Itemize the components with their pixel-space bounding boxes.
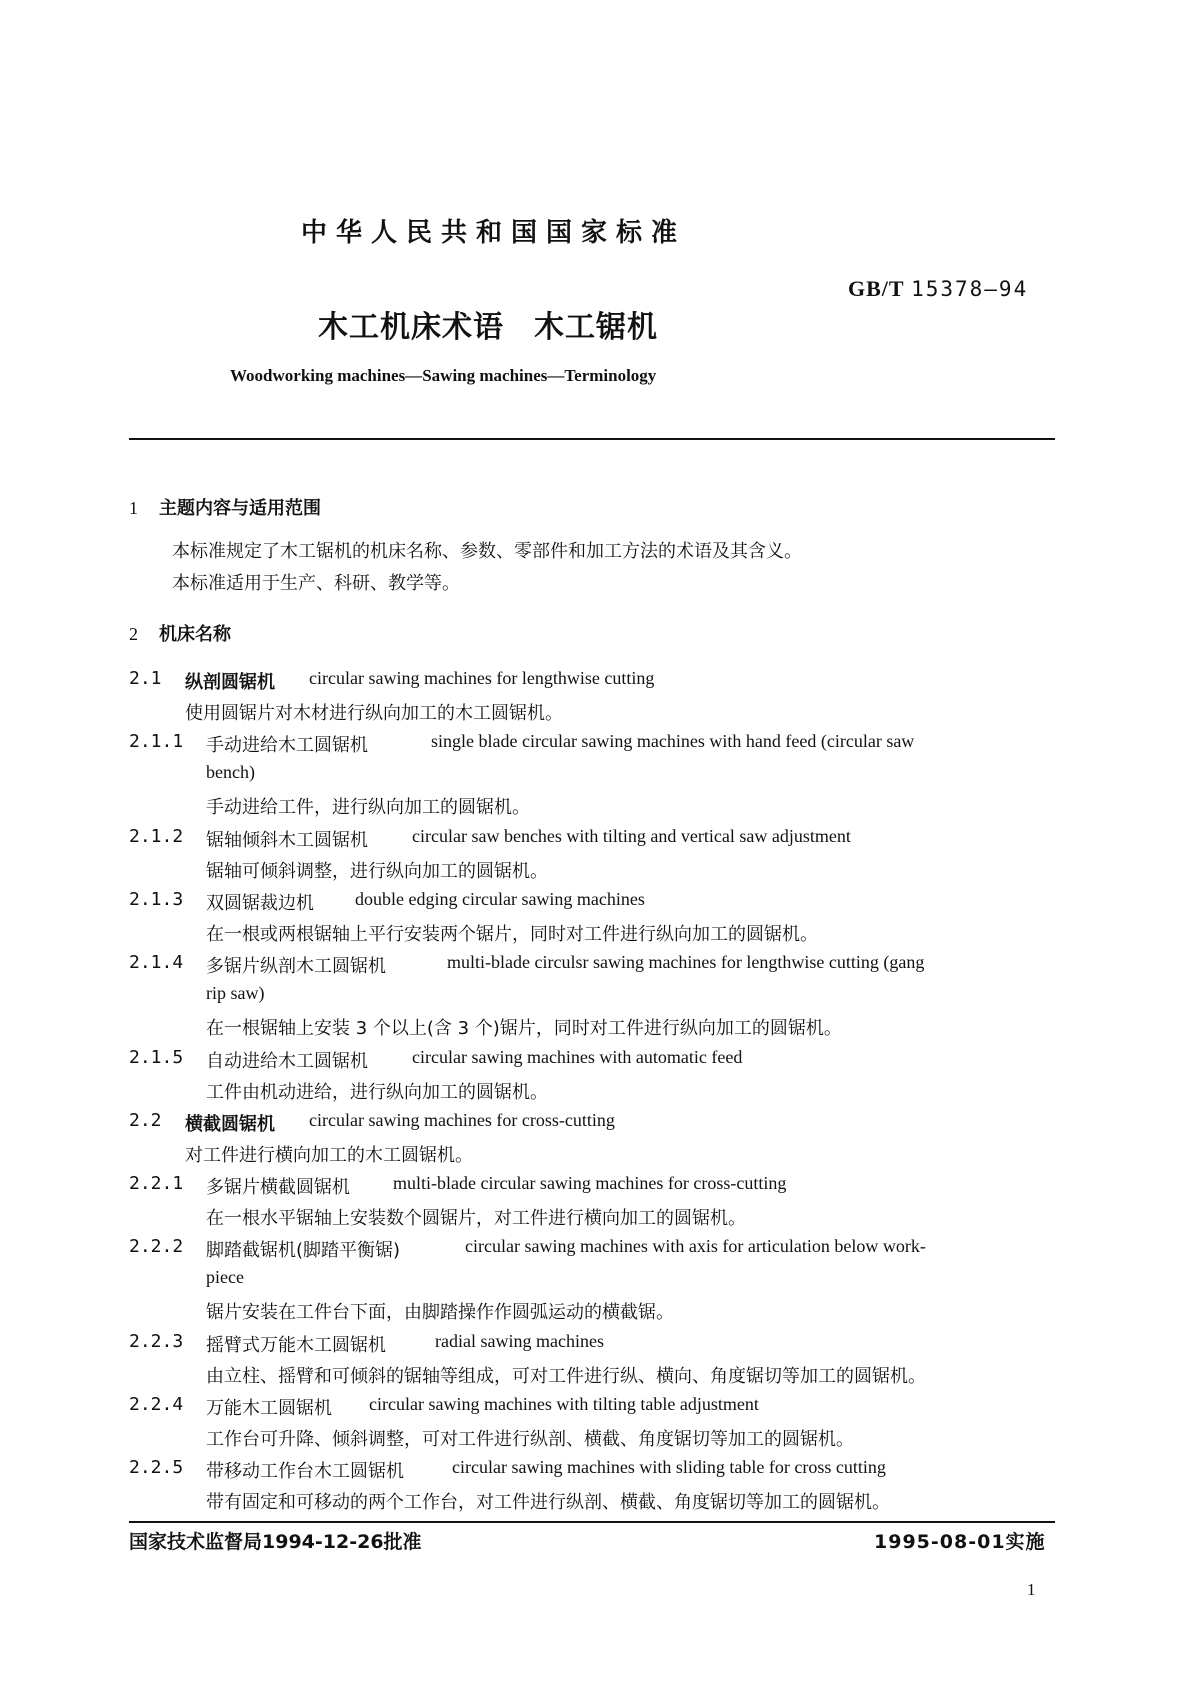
term-number: 2.2.4 [129,1394,184,1415]
section-title: 机床名称 [159,624,231,645]
term-name-en-continued: rip saw) [206,983,265,1003]
term-name-en: multi-blade circulsr sawing machines for lengthwise cutting (gang [447,952,925,972]
document-title-zh-part1: 木工机床术语 [318,310,504,345]
standard-code [848,276,1028,302]
top-divider [129,438,1055,440]
term-name-zh: 摇臂式万能木工圆锯机 [206,1335,386,1356]
term-definition: 锯片安装在工件台下面，由脚踏操作作圆弧运动的横截锯。 [206,1302,674,1323]
term-definition: 在一根锯轴上安装 3 个以上(含 3 个)锯片，同时对工件进行纵向加工的圆锯机。 [206,1018,842,1039]
term-name-zh: 脚踏截锯机(脚踏平衡锯) [206,1240,401,1261]
term-number: 2.1.3 [129,889,184,910]
term-definition: 对工件进行横向加工的木工圆锯机。 [185,1145,473,1166]
implementation-date: 1995-08-01实施 [874,1531,1046,1553]
term-name-en: double edging circular sawing machines [355,889,645,909]
section-title: 主题内容与适用范围 [159,498,321,519]
term-definition: 由立柱、摇臂和可倾斜的锯轴等组成，可对工件进行纵、横向、角度锯切等加工的圆锯机。 [206,1366,926,1387]
term-number: 2.1 [129,668,162,689]
term-name-zh: 万能木工圆锯机 [206,1398,332,1419]
term-name-en: circular sawing machines for lengthwise cutting [309,668,655,688]
document-title-en: Woodworking machines—Sawing machines—Terminology [230,366,657,385]
term-name-en: circular saw benches with tilting and vertical saw adjustment [412,826,851,846]
section-heading-2 [129,620,231,646]
term-name-en: circular sawing machines with tilting table adjustment [369,1394,759,1414]
term-definition: 手动进给工件，进行纵向加工的圆锯机。 [206,797,530,818]
term-definition: 锯轴可倾斜调整，进行纵向加工的圆锯机。 [206,861,548,882]
term-name-en-continued: piece [206,1267,244,1287]
term-definition: 工件由机动进给，进行纵向加工的圆锯机。 [206,1082,548,1103]
term-name-zh: 双圆锯裁边机 [206,893,314,914]
term-name-zh: 多锯片纵剖木工圆锯机 [206,956,386,977]
term-name-en-continued: bench) [206,762,255,782]
document-title-zh [318,302,658,346]
standard-code-number: 15378—94 [911,277,1029,301]
national-standard-title: 中华人民共和国国家标准 [301,218,687,248]
term-name-en: circular sawing machines with sliding table for cross cutting [452,1457,886,1477]
section1-paragraph: 本标准规定了木工锯机的机床名称、参数、零部件和加工方法的术语及其含义。 [172,541,802,562]
term-name-zh: 带移动工作台木工圆锯机 [206,1461,404,1482]
term-definition: 在一根水平锯轴上安装数个圆锯片，对工件进行横向加工的圆锯机。 [206,1208,746,1229]
term-name-en: radial sawing machines [435,1331,604,1351]
term-name-zh: 横截圆锯机 [185,1114,275,1135]
term-name-zh: 纵剖圆锯机 [185,672,275,693]
term-number: 2.2 [129,1110,162,1131]
term-definition: 使用圆锯片对木材进行纵向加工的木工圆锯机。 [185,703,563,724]
term-name-en: circular sawing machines for cross-cutting [309,1110,615,1130]
term-name-en: circular sawing machines with automatic feed [412,1047,743,1067]
term-definition: 工作台可升降、倾斜调整，可对工件进行纵剖、横截、角度锯切等加工的圆锯机。 [206,1429,854,1450]
term-definition: 在一根或两根锯轴上平行安装两个锯片，同时对工件进行纵向加工的圆锯机。 [206,924,818,945]
section-number: 1 [129,498,138,518]
page-number: 1 [1027,1580,1036,1599]
term-number: 2.2.3 [129,1331,184,1352]
term-number: 2.2.1 [129,1173,184,1194]
term-name-en: multi-blade circular sawing machines for cross-cutting [393,1173,787,1193]
document-title-zh-part2: 木工锯机 [534,310,658,345]
term-number: 2.2.2 [129,1236,184,1257]
term-number: 2.1.4 [129,952,184,973]
term-name-zh: 自动进给木工圆锯机 [206,1051,368,1072]
term-name-zh: 手动进给木工圆锯机 [206,735,368,756]
approval-note: 国家技术监督局1994-12-26批准 [129,1531,422,1553]
term-number: 2.2.5 [129,1457,184,1478]
term-definition: 带有固定和可移动的两个工作台，对工件进行纵剖、横截、角度锯切等加工的圆锯机。 [206,1492,890,1513]
term-name-zh: 锯轴倾斜木工圆锯机 [206,830,368,851]
standard-code-prefix: GB/T [848,276,905,301]
bottom-divider [129,1521,1055,1523]
section1-paragraph: 本标准适用于生产、科研、教学等。 [172,573,460,594]
section-number: 2 [129,624,138,644]
term-number: 2.1.5 [129,1047,184,1068]
term-name-zh: 多锯片横截圆锯机 [206,1177,350,1198]
section-heading-1 [129,494,321,520]
term-name-en: single blade circular sawing machines with hand feed (circular saw [431,731,915,751]
term-name-en: circular sawing machines with axis for articulation below work- [465,1236,926,1256]
term-number: 2.1.1 [129,731,184,752]
term-number: 2.1.2 [129,826,184,847]
